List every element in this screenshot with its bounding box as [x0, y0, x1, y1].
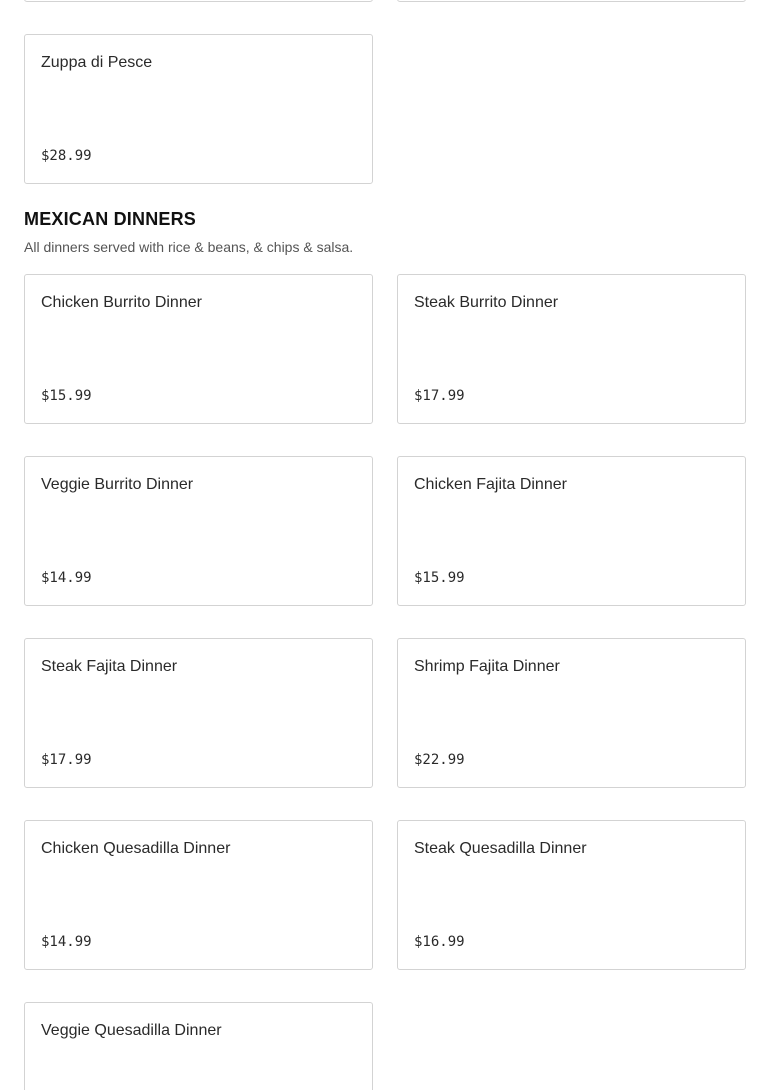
menu-item-card[interactable]	[397, 274, 746, 424]
menu-item-price: $15.99	[414, 570, 465, 586]
menu-item-name: Veggie Quesadilla Dinner	[41, 1022, 222, 1039]
menu-item-card[interactable]	[24, 34, 373, 184]
menu-item-price: $14.99	[41, 570, 92, 586]
menu-item-price: $22.99	[414, 752, 465, 768]
menu-item-card-cutoff[interactable]	[24, 0, 373, 2]
menu-item-card[interactable]	[24, 638, 373, 788]
menu-item-card[interactable]	[397, 638, 746, 788]
menu-item-price: $15.99	[41, 388, 92, 404]
section-title: MEXICAN DINNERS	[24, 209, 197, 229]
menu-item-card[interactable]	[24, 274, 373, 424]
menu-item-price: $14.99	[41, 934, 92, 950]
section-description: All dinners served with rice & beans, & chips & salsa.	[24, 239, 354, 255]
menu-item-name: Steak Burrito Dinner	[414, 294, 559, 311]
menu-item-name: Veggie Burrito Dinner	[41, 476, 194, 493]
menu-item-price: $16.99	[414, 934, 465, 950]
menu-item-price: $17.99	[41, 752, 92, 768]
menu-item-price: $28.99	[41, 148, 92, 164]
menu-item-name: Steak Quesadilla Dinner	[414, 840, 587, 857]
menu-item-name: Chicken Quesadilla Dinner	[41, 840, 231, 857]
menu-item-name: Chicken Burrito Dinner	[41, 294, 202, 311]
menu-item-name: Chicken Fajita Dinner	[414, 476, 567, 493]
menu-item-card[interactable]	[397, 456, 746, 606]
menu-item-card[interactable]	[24, 1002, 373, 1090]
menu-item-card[interactable]	[397, 820, 746, 970]
menu-item-name: Zuppa di Pesce	[41, 54, 153, 71]
menu-item-name: Steak Fajita Dinner	[41, 658, 178, 675]
menu-item-card[interactable]	[24, 820, 373, 970]
menu-item-price: $17.99	[414, 388, 465, 404]
menu-item-name: Shrimp Fajita Dinner	[414, 658, 560, 675]
menu-item-card-cutoff[interactable]	[397, 0, 746, 2]
menu-item-card[interactable]	[24, 456, 373, 606]
